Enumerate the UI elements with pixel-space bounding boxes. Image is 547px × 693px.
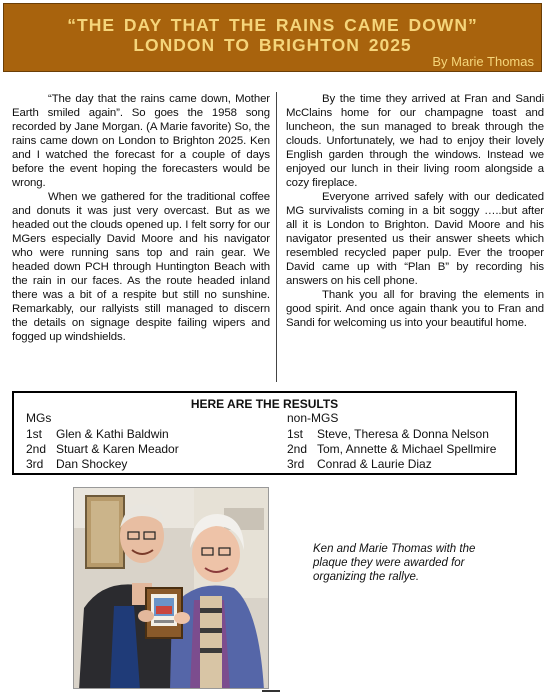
result-names: Dan Shockey (56, 457, 128, 471)
paragraph: Everyone arrived safely with our dedicated MG survivalists coming in a bit soggy …..but after all it is London to Brighton. David Moore and his navigator presented us their answer sheets which resembled recycled paper pulp. Ever the trooper David came up with “Plan B” by recording his answers on his cell phone. (286, 191, 544, 287)
result-row (287, 442, 496, 456)
result-names: Stuart & Karen Meador (56, 442, 179, 456)
result-place: 2nd (287, 442, 308, 456)
result-names: Conrad & Laurie Diaz (317, 457, 432, 471)
paragraph: When we gathered for the traditional coffee and donuts it was just very overcast. But as we headed out the clouds opened up. I felt sorry for our MGers especially David Moore and his navigator who were running sans top and rain gear. We headed down PCH through Huntington Beach with the rain in our faces. As the route headed inland there was a bit of a respite but still no sunshine. Remarkably, our rallyists still managed to discern the details on signage despite failing wipers and fogged up windshields. (12, 191, 270, 343)
result-place: 1st (287, 427, 304, 441)
results-box (12, 391, 517, 475)
photo-caption: Ken and Marie Thomas with the plaque they were awarded for organizing the rallye. (313, 543, 476, 583)
result-row (287, 427, 489, 441)
result-place: 3rd (26, 457, 44, 471)
article-column-right (286, 92, 544, 330)
article-title-line-2: LONDON TO BRIGHTON 2025 (133, 35, 412, 55)
result-place: 2nd (26, 442, 47, 456)
result-row (26, 457, 127, 471)
column-divider (276, 92, 277, 382)
result-names: Steve, Theresa & Donna Nelson (317, 427, 489, 441)
award-photo (73, 487, 269, 689)
page-mark (262, 690, 280, 692)
result-names: Glen & Kathi Baldwin (56, 427, 169, 441)
paragraph: “The day that the rains came down, Mother Earth smiled again”. So goes the 1958 song recorded by Jane Morgan. (A Marie favorite) So, the rains came down on London to Brighton 2025. Ken and I watched the forecast for a couple of days before the event hoping the forecasters would be wrong. (12, 93, 270, 189)
result-row (26, 442, 179, 456)
result-row (26, 427, 169, 441)
results-title: HERE ARE THE RESULTS (190, 397, 339, 411)
result-place: 1st (26, 427, 43, 441)
result-names: Tom, Annette & Michael Spellmire (317, 442, 497, 456)
non-mgs-label: non-MGS (287, 411, 339, 425)
mgs-label: MGs (26, 411, 52, 425)
paragraph: Thank you all for braving the elements in good spirit. And once again thank you to Fran and Sandi for welcoming us into your beautiful home. (286, 289, 544, 329)
article-column-left (12, 92, 270, 344)
result-row (287, 457, 432, 471)
header-banner (3, 3, 542, 72)
article-title-line-1: “THE DAY THAT THE RAINS CAME DOWN” (67, 15, 478, 35)
byline: By Marie Thomas (432, 54, 534, 69)
paragraph: By the time they arrived at Fran and Sandi McClains home for our champagne toast and luncheon, the sun managed to break through the clouds. Unfortunately, we had to enjoy their lovely English garden through the windows. Instead we enjoyed our lunch in their living room alongside a cozy fireplace. (286, 93, 544, 189)
result-place: 3rd (287, 457, 305, 471)
